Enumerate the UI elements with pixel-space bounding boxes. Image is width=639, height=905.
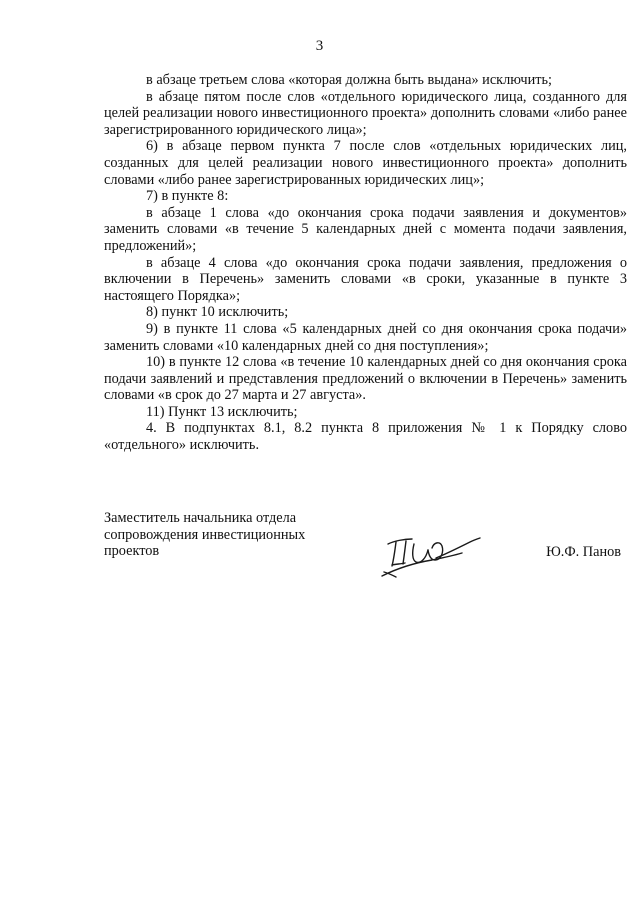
document-body [104,72,627,454]
signer-name: Ю.Ф. Панов [546,544,621,560]
paragraph-point-7: 7) в пункте 8: [146,188,229,205]
signer-title [104,510,344,560]
paragraph-point-7-abzac-1: в абзаце 1 слова «до окончания срока подачи заявления и документов» заменить словами «в течение 5 календарных дней с момента подачи заявления, предложений»; [104,204,627,254]
signer-title-line: проектов [104,543,160,560]
paragraph-point-8: 8) пункт 10 исключить; [146,304,289,321]
paragraph-item-3-abzac-5: в абзаце пятом после слов «отдельного юридического лица, созданного для целей реализации нового инвестиционного проекта» дополнить словами «либо ранее зарегистрированного юридического лица»; [104,88,627,138]
signature-block [104,510,627,580]
signer-title-line: Заместитель начальника отдела [104,510,297,526]
paragraph-point-6: 6) в абзаце первом пункта 7 после слов «отдельных юридических лиц, созданных для целей реализации нового инвестиционного проекта» дополнить словами «либо ранее зарегистрированных юридических лиц»; [104,138,627,188]
signer-title-line: сопровождения инвестиционных [104,526,306,543]
paragraph-point-7-abzac-4: в абзаце 4 слова «до окончания срока подачи заявления, предложения о включении в Перечень» заменить словами «в сроки, указанные в пункте 3 настоящего Порядка»; [104,254,627,304]
paragraph-item-3-abzac-3: в абзаце третьем слова «которая должна быть выдана» исключить; [146,72,552,88]
paragraph-point-9: 9) в пункте 11 слова «5 календарных дней со дня окончания срока подачи» заменить словами «10 календарных дней со дня поступления»; [104,320,627,354]
paragraph-point-11: 11) Пункт 13 исключить; [146,403,298,420]
page-number: 3 [315,38,324,54]
paragraph-section-4: 4. В подпунктах 8.1, 8.2 пункта 8 приложения № 1 к Порядку слово «отдельного» исключить. [104,420,627,454]
handwritten-signature-icon [374,520,484,582]
paragraph-point-10: 10) в пункте 12 слова «в течение 10 календарных дней со дня окончания срока подачи заявлений и представления предложений о включении в Перечень» заменить словами «в срок до 27 марта и 27 августа». [104,354,627,404]
